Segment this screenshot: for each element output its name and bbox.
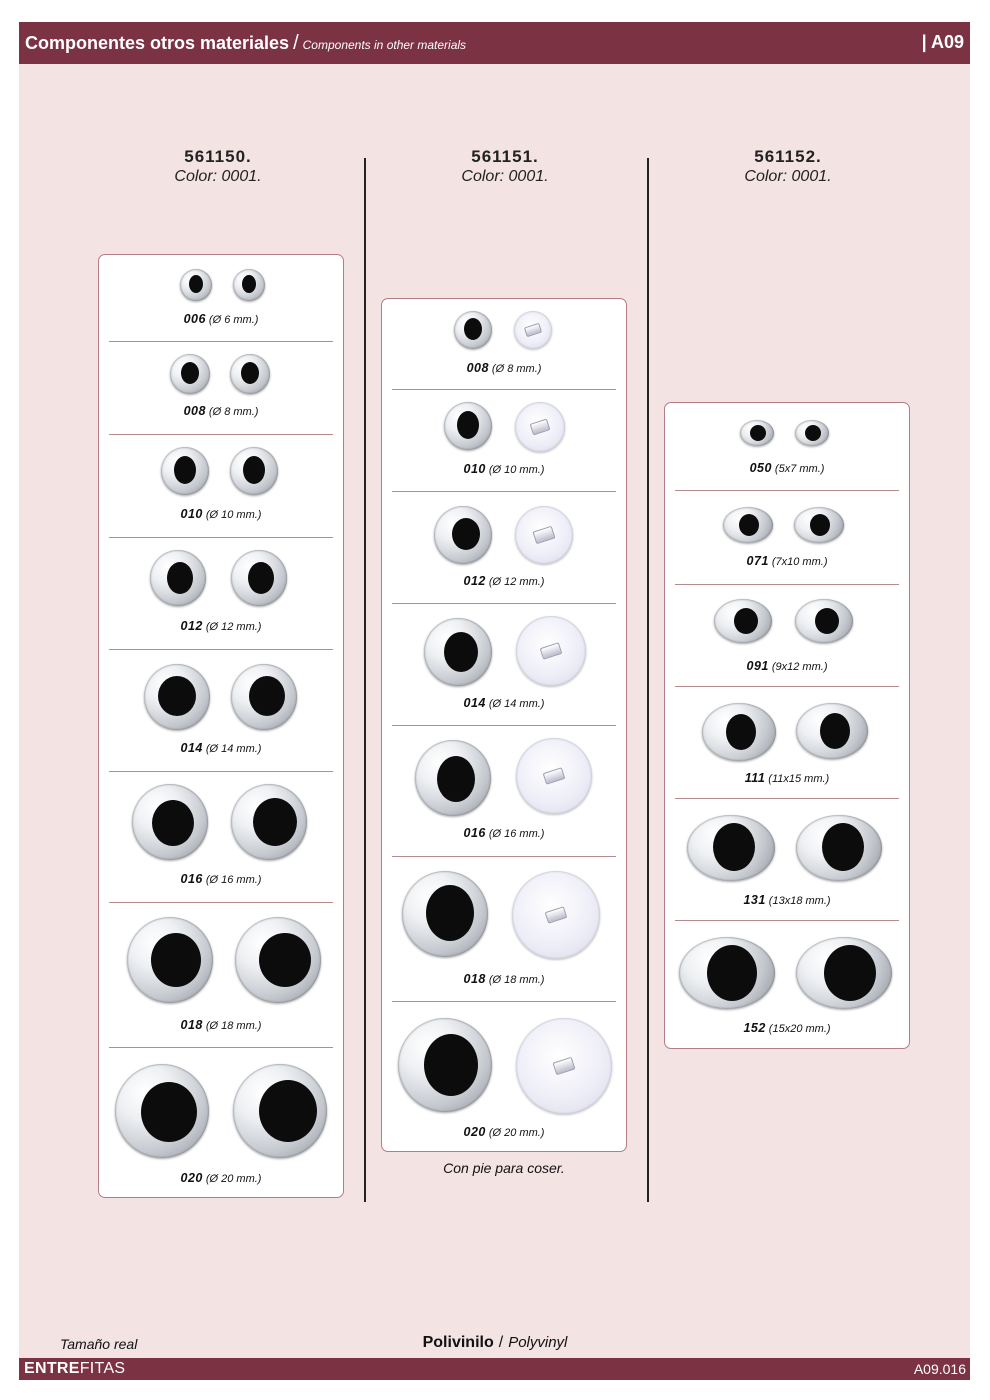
size-row	[99, 1048, 343, 1198]
googly-eye-icon	[127, 917, 213, 1003]
size-row	[99, 772, 343, 902]
googly-eye-icon	[444, 402, 492, 450]
size-row	[99, 538, 343, 649]
size-row	[382, 857, 626, 1001]
reference-number: 561152.	[754, 147, 822, 166]
size-label: 010 (Ø 10 mm.)	[463, 462, 545, 476]
googly-eye-icon	[230, 447, 278, 495]
size-row	[99, 650, 343, 771]
column-divider	[647, 158, 649, 1202]
page-header	[19, 22, 970, 64]
column-divider	[364, 158, 366, 1202]
size-label: 071 (7x10 mm.)	[746, 554, 828, 568]
size-label: 006 (Ø 6 mm.)	[183, 312, 259, 326]
size-label: 131 (13x18 mm.)	[743, 893, 831, 907]
color-code: Color: 0001.	[461, 168, 549, 185]
googly-eye-icon	[723, 507, 773, 543]
color-code: Color: 0001.	[174, 168, 262, 185]
size-row	[382, 726, 626, 856]
googly-eye-icon	[180, 269, 212, 301]
sew-on-back-icon	[515, 506, 573, 564]
page-footer	[19, 1358, 970, 1380]
googly-eye-icon	[233, 1064, 327, 1158]
size-label: 014 (Ø 14 mm.)	[180, 741, 262, 755]
googly-eye-icon	[233, 269, 265, 301]
actual-size-note: Tamaño real	[60, 1336, 138, 1352]
googly-eye-icon	[132, 784, 208, 860]
material-separator: /	[498, 1334, 504, 1351]
size-row	[665, 921, 909, 1049]
size-label: 020 (Ø 20 mm.)	[463, 1125, 545, 1139]
size-row	[665, 687, 909, 798]
size-row	[99, 435, 343, 537]
brand-bold: ENTRE	[24, 1360, 80, 1377]
sew-on-back-icon	[516, 1018, 612, 1114]
googly-eye-icon	[231, 784, 307, 860]
sew-on-note: Con pie para coser.	[443, 1160, 565, 1176]
googly-eye-icon	[679, 937, 775, 1009]
size-label: 091 (9x12 mm.)	[746, 659, 828, 673]
size-label: 012 (Ø 12 mm.)	[180, 619, 262, 633]
size-row	[665, 491, 909, 584]
googly-eye-icon	[796, 815, 882, 881]
size-label: 111 (11x15 mm.)	[744, 771, 830, 785]
size-row	[665, 403, 909, 490]
googly-eye-icon	[235, 917, 321, 1003]
material-es: Polivinilo	[422, 1334, 494, 1351]
size-row	[665, 585, 909, 686]
googly-eye-icon	[231, 664, 297, 730]
googly-eye-icon	[794, 507, 844, 543]
googly-eye-icon	[714, 599, 772, 643]
sew-on-back-icon	[514, 311, 552, 349]
size-label: 018 (Ø 18 mm.)	[463, 972, 545, 986]
googly-eye-icon	[796, 937, 892, 1009]
header-separator: /	[293, 32, 299, 54]
size-row	[382, 390, 626, 491]
reference-number: 561150.	[184, 147, 252, 166]
size-label: 008 (Ø 8 mm.)	[183, 404, 259, 418]
header-title-es: Componentes otros materiales	[25, 33, 290, 53]
googly-eye-icon	[795, 420, 829, 446]
googly-eye-icon	[398, 1018, 492, 1112]
size-label: 012 (Ø 12 mm.)	[463, 574, 545, 588]
size-row	[382, 1002, 626, 1152]
sew-on-back-icon	[512, 871, 600, 959]
product-card-561152	[664, 402, 910, 1049]
column-heading-3	[668, 147, 908, 186]
googly-eye-icon	[424, 618, 492, 686]
googly-eye-icon	[796, 703, 868, 759]
sew-on-back-icon	[516, 616, 586, 686]
product-card-561150	[98, 254, 344, 1198]
size-row	[99, 255, 343, 341]
brand-light: FITAS	[79, 1360, 126, 1377]
googly-eye-icon	[434, 506, 492, 564]
googly-eye-icon	[161, 447, 209, 495]
section-code: | A09	[921, 32, 964, 52]
header-title-en: Components in other materials	[302, 38, 467, 52]
size-row	[382, 604, 626, 725]
brand-logo	[24, 1360, 125, 1378]
googly-eye-icon	[702, 703, 776, 761]
size-row	[99, 342, 343, 434]
googly-eye-icon	[230, 354, 270, 394]
size-label: 050 (5x7 mm.)	[749, 461, 825, 475]
material-label	[0, 1334, 990, 1352]
googly-eye-icon	[795, 599, 853, 643]
size-row	[382, 299, 626, 389]
reference-number: 561151.	[471, 147, 539, 166]
size-row	[382, 492, 626, 603]
googly-eye-icon	[115, 1064, 209, 1158]
size-label: 014 (Ø 14 mm.)	[463, 696, 545, 710]
googly-eye-icon	[402, 871, 488, 957]
size-label: 152 (15x20 mm.)	[743, 1021, 831, 1035]
size-label: 018 (Ø 18 mm.)	[180, 1018, 262, 1032]
color-code: Color: 0001.	[744, 168, 832, 185]
googly-eye-icon	[415, 740, 491, 816]
sew-on-back-icon	[516, 738, 592, 814]
sew-on-back-icon	[515, 402, 565, 452]
page-number: A09.016	[913, 1361, 966, 1377]
size-label: 016 (Ø 16 mm.)	[180, 872, 262, 886]
material-en: Polyvinyl	[508, 1334, 568, 1351]
googly-eye-icon	[687, 815, 775, 881]
googly-eye-icon	[740, 420, 774, 446]
column-heading-1	[98, 147, 338, 186]
header-title	[25, 32, 466, 55]
googly-eye-icon	[150, 550, 206, 606]
googly-eye-icon	[144, 664, 210, 730]
size-label: 020 (Ø 20 mm.)	[180, 1171, 262, 1185]
size-label: 010 (Ø 10 mm.)	[180, 507, 262, 521]
googly-eye-icon	[170, 354, 210, 394]
product-card-561151	[381, 298, 627, 1152]
size-row	[665, 799, 909, 920]
googly-eye-icon	[454, 311, 492, 349]
size-label: 016 (Ø 16 mm.)	[463, 826, 545, 840]
size-row	[99, 903, 343, 1047]
size-label: 008 (Ø 8 mm.)	[466, 361, 542, 375]
column-heading-2	[385, 147, 625, 186]
googly-eye-icon	[231, 550, 287, 606]
